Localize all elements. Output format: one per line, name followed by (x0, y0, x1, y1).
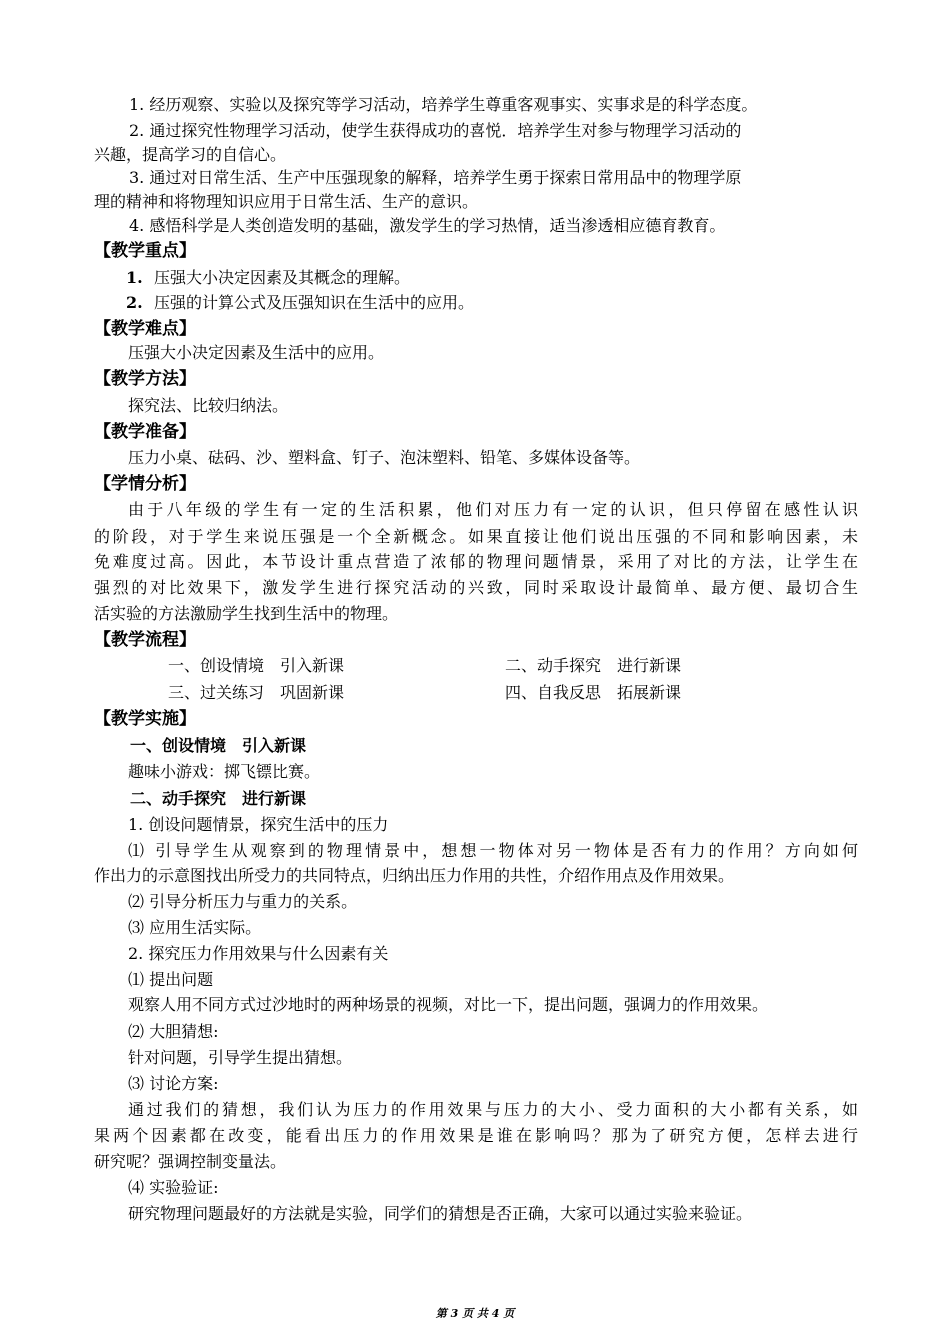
key-point-2 (126, 292, 474, 314)
flow-step-4: 四、自我反思 拓展新课 (505, 683, 682, 702)
analysis-line-2: 的阶段，对于学生来说压强是一个全新概念。如果直接让他们说出压强的不同和影响因素，未 (94, 527, 858, 546)
question-3-line-3: 研究呢？强调控制变量法。 (94, 1152, 287, 1171)
analysis-line-1: 由于八年级的学生有一定的生活积累，他们对压力有一定的认识，但只停留在感性认识 (128, 500, 858, 519)
analysis-line-4: 强烈的对比效果下，激发学生进行探究活动的兴致，同时采取设计最简单、最方便、最切合生 (94, 578, 858, 597)
flow-step-1: 一、创设情境 引入新课 (168, 656, 345, 675)
methods-heading: 【教学方法】 (94, 369, 196, 389)
part-1-b: ⑵ 引导分析压力与重力的关系。 (128, 892, 358, 911)
section-1-title: 一、创设情境 引入新课 (130, 736, 307, 755)
part-2-title: 2. 探究压力作用效果与什么因素有关 (128, 944, 389, 963)
section-1-text: 趣味小游戏：掷飞镖比赛。 (128, 762, 321, 781)
preparation-text: 压力小桌、砝码、沙、塑料盒、钉子、泡沫塑料、铅笔、多媒体设备等。 (128, 448, 641, 467)
question-3-line-1: 通过我们的猜想，我们认为压力的作用效果与压力的大小、受力面积的大小都有关系，如 (128, 1100, 858, 1119)
question-1-text: 观察人用不同方式过沙地时的两种场景的视频，对比一下，提出问题，强调力的作用效果。 (128, 995, 769, 1014)
part-1-a-line-2: 作出力的示意图找出所受力的共同特点，归纳出压力作用的共性，介绍作用点及作用效果。 (94, 866, 735, 885)
key-point-2-num: 2. (126, 293, 143, 312)
key-point-1 (126, 267, 410, 289)
analysis-line-5: 活实验的方法激励学生找到生活中的物理。 (94, 604, 399, 623)
question-2-title: ⑵ 大胆猜想: (128, 1022, 219, 1041)
question-4-text: 研究物理问题最好的方法就是实验，同学们的猜想是否正确，大家可以通过实验来验证。 (128, 1204, 753, 1223)
analysis-heading: 【学情分析】 (94, 474, 196, 494)
objective-3: 3. 通过对日常生活、生产中压强现象的解释，培养学生勇于探索日常用品中的物理学原 (129, 168, 742, 187)
objective-3-cont: 理的精神和将物理知识应用于日常生活、生产的意识。 (94, 192, 479, 211)
objective-1: 1. 经历观察、实验以及探究等学习活动，培养学生尊重客观事实、实事求是的科学态度。 (129, 95, 758, 114)
part-1-title: 1. 创设问题情景，探究生活中的压力 (128, 815, 389, 834)
page-number: 第 3 页 共 4 页 (435, 1307, 515, 1320)
question-3-title: ⑶ 讨论方案: (128, 1074, 219, 1093)
implementation-heading: 【教学实施】 (94, 709, 196, 729)
objective-4: 4. 感悟科学是人类创造发明的基础，激发学生的学习热情，适当渗透相应德育教育。 (129, 216, 726, 235)
key-point-1-num: 1. (126, 268, 143, 287)
flow-step-2: 二、动手探究 进行新课 (505, 656, 682, 675)
question-3-line-2: 果两个因素都在改变，能看出压力的作用效果是谁在影响吗？那为了研究方便，怎样去进行 (94, 1126, 858, 1145)
objective-2: 2. 通过探究性物理学习活动，使学生获得成功的喜悦．培养学生对参与物理学习活动的 (129, 121, 742, 140)
section-2-title: 二、动手探究 进行新课 (130, 789, 307, 808)
question-1-title: ⑴ 提出问题 (128, 970, 214, 989)
question-2-text: 针对问题，引导学生提出猜想。 (128, 1048, 353, 1067)
key-point-1-text: 压强大小决定因素及其概念的理解。 (154, 268, 411, 287)
key-points-heading: 【教学重点】 (94, 241, 196, 261)
flow-step-3: 三、过关练习 巩固新课 (168, 683, 345, 702)
difficulties-text: 压强大小决定因素及生活中的应用。 (128, 343, 385, 362)
part-1-a-line-1: ⑴ 引导学生从观察到的物理情景中，想想一物体对另一物体是否有力的作用？方向如何 (128, 841, 858, 860)
part-1-c: ⑶ 应用生活实际。 (128, 918, 262, 937)
flow-heading: 【教学流程】 (94, 630, 196, 650)
analysis-line-3: 免难度过高。因此，本节设计重点营造了浓郁的物理问题情景，采用了对比的方法，让学生在 (94, 552, 858, 571)
objective-2-cont: 兴趣，提高学习的自信心。 (94, 145, 287, 164)
difficulties-heading: 【教学难点】 (94, 319, 196, 339)
preparation-heading: 【教学准备】 (94, 422, 196, 442)
methods-text: 探究法、比较归纳法。 (128, 396, 289, 415)
key-point-2-text: 压强的计算公式及压强知识在生活中的应用。 (154, 293, 475, 312)
question-4-title: ⑷ 实验验证: (128, 1178, 219, 1197)
